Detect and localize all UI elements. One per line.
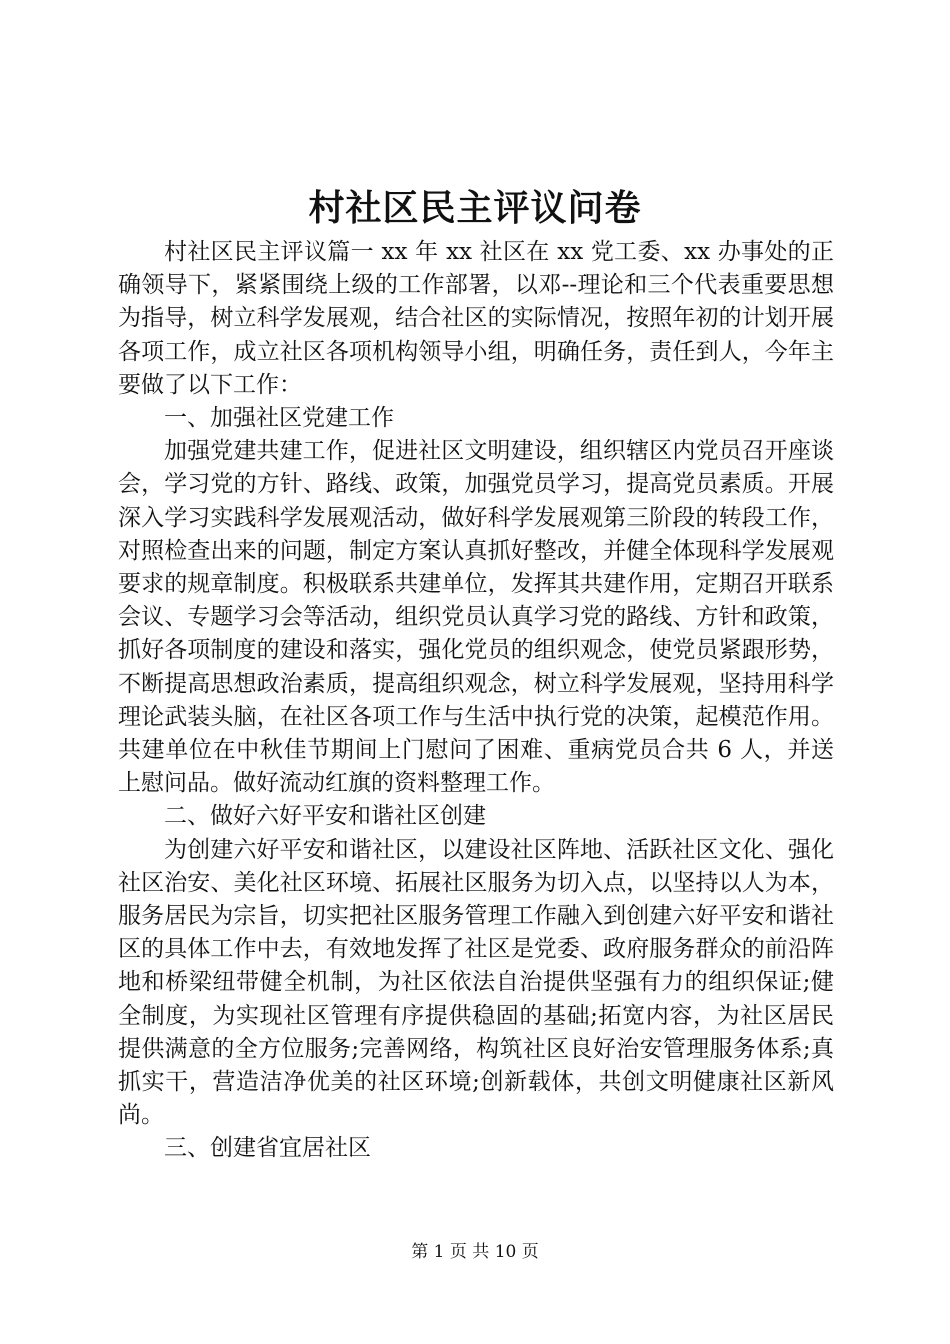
paragraph-section-2: 为创建六好平安和谐社区，以建设社区阵地、活跃社区文化、强化社区治安、美化社区环境、拓展社区服务为切入点，以坚持以人为本，服务居民为宗旨，切实把社区服务管理工作融入到创建六好平安和谐社区的具体工作中去，有效地发挥了社区是党委、政府服务群众的前沿阵地和桥梁纽带健全机制，为社区依法自治提供坚强有力的组织保证;健全制度，为实现社区管理有序提供稳固的基础;拓宽内容，为社区居民提供满意的全方位服务;完善网络，构筑社区良好治安管理服务体系;真抓实干，营造洁净优美的社区环境;创新载体，共创文明健康社区新风尚。 xyxy=(118,836,834,1129)
heading-section-2: 二、做好六好平安和谐社区创建 xyxy=(164,803,486,830)
heading-section-3: 三、创建省宜居社区 xyxy=(164,1135,371,1162)
document-body xyxy=(118,236,834,1166)
heading-section-1: 一、加强社区党建工作 xyxy=(164,405,394,432)
document-title: 村社区民主评议问卷 xyxy=(308,187,642,229)
paragraph-section-1: 加强党建共建工作，促进社区文明建设，组织辖区内党员召开座谈会，学习党的方针、路线、政策，加强党员学习，提高党员素质。开展深入学习实践科学发展观活动，做好科学发展观第三阶段的转段工作，对照检查出来的问题，制定方案认真抓好整改，并健全体现科学发展观要求的规章制度。积极联系共建单位，发挥其共建作用，定期召开联系会议、专题学习会等活动，组织党员认真学习党的路线、方针和政策，抓好各项制度的建设和落实，强化党员的组织观念，使党员紧跟形势，不断提高思想政治素质，提高组织观念，树立科学发展观，坚持用科学理论武装头脑，在社区各项工作与生活中执行党的决策，起模范作用。共建单位在中秋佳节期间上门慰问了困难、重病党员合共 6 人，并送上慰问品。做好流动红旗的资料整理工作。 xyxy=(118,438,834,797)
paragraph-intro: 村社区民主评议篇一 xx 年 xx 社区在 xx 党工委、xx 办事处的正确领导下，紧紧围绕上级的工作部署，以邓--理论和三个代表重要思想为指导，树立科学发展观，结合社区的实际情况，按照年初的计划开展各项工作，成立社区各项机构领导小组，明确任务，责任到人，今年主要做了以下工作： xyxy=(118,239,834,398)
page-footer: 第 1 页 共 10 页 xyxy=(411,1242,539,1262)
